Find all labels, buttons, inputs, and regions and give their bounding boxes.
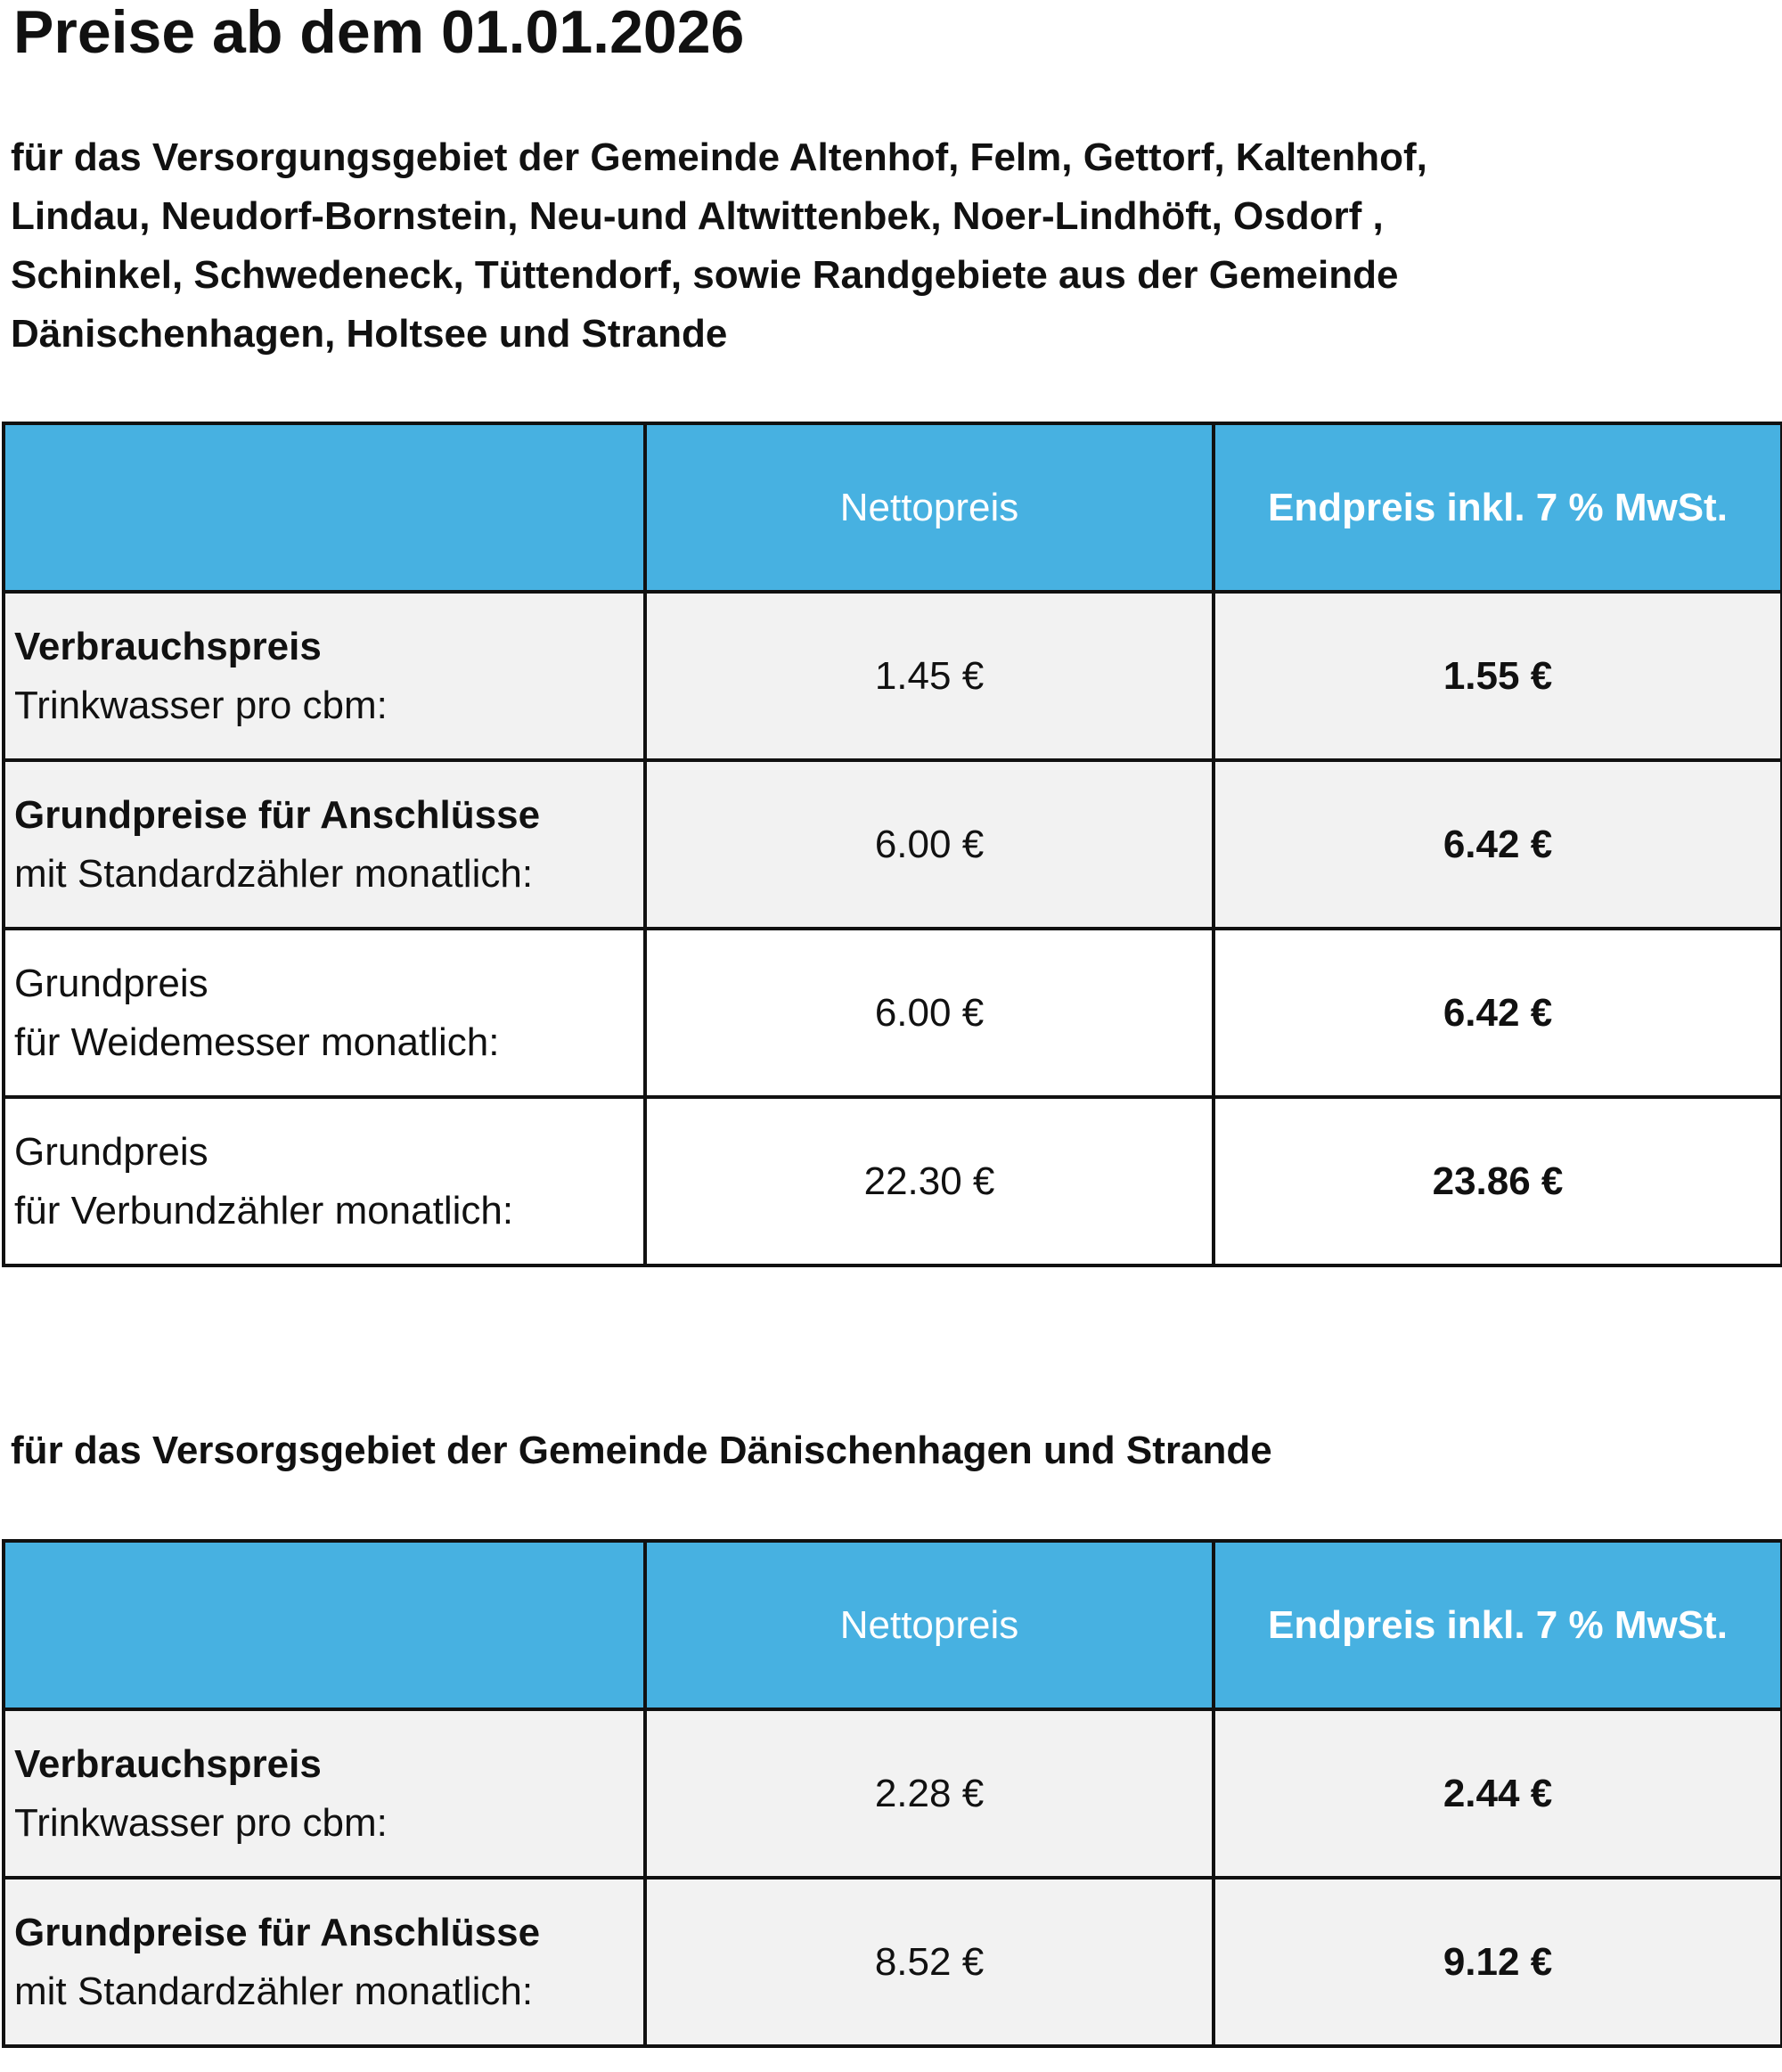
table-row <box>4 592 1782 760</box>
header-net-price: Nettopreis <box>645 1541 1214 1709</box>
table-row <box>4 1709 1782 1878</box>
header-empty-cell <box>4 423 645 592</box>
service-area-line: Dänischenhagen, Holtsee und Strande <box>11 312 728 356</box>
row-label <box>4 760 645 929</box>
header-empty-cell <box>4 1541 645 1709</box>
header-gross-price: Endpreis inkl. 7 % MwSt. <box>1214 423 1782 592</box>
price-table-header-row <box>4 1541 1782 1709</box>
net-price-cell: 8.52 € <box>645 1878 1214 2046</box>
header-net-price: Nettopreis <box>645 423 1214 592</box>
gross-price-cell: 9.12 € <box>1214 1878 1782 2046</box>
row-label-detail: für Verbundzähler monatlich: <box>14 1188 514 1233</box>
price-table-header-row <box>4 423 1782 592</box>
row-label-title: Grundpreise für Anschlüsse <box>14 792 541 837</box>
service-area-line: Schinkel, Schwedeneck, Tüttendorf, sowie Randgebiete aus der Gemeinde <box>11 253 1399 297</box>
service-area-line: für das Versorgsgebiet der Gemeinde Dänischenhagen und Strande <box>11 1429 1272 1472</box>
row-label-title: Grundpreis <box>14 1129 208 1174</box>
row-label-title: Grundpreis <box>14 961 208 1005</box>
net-price-cell: 6.00 € <box>645 760 1214 929</box>
net-price-cell: 2.28 € <box>645 1709 1214 1878</box>
row-label-detail: Trinkwasser pro cbm: <box>14 1800 388 1845</box>
net-price-cell: 22.30 € <box>645 1097 1214 1265</box>
table-row <box>4 1097 1782 1265</box>
row-label <box>4 1709 645 1878</box>
row-label-detail: mit Standardzähler monatlich: <box>14 1969 534 2013</box>
row-label <box>4 592 645 760</box>
row-label-detail: Trinkwasser pro cbm: <box>14 683 388 727</box>
table-row <box>4 1878 1782 2046</box>
row-label-title: Grundpreise für Anschlüsse <box>14 1910 541 1954</box>
service-area-description <box>11 128 1427 364</box>
service-area-line: für das Versorgungsgebiet der Gemeinde Altenhof, Felm, Gettorf, Kaltenhof, <box>11 135 1427 179</box>
gross-price-cell: 6.42 € <box>1214 760 1782 929</box>
gross-price-cell: 2.44 € <box>1214 1709 1782 1878</box>
gross-price-cell: 23.86 € <box>1214 1097 1782 1265</box>
table-row <box>4 760 1782 929</box>
row-label <box>4 1097 645 1265</box>
price-table-main-area <box>2 422 1782 1267</box>
table-row <box>4 929 1782 1097</box>
row-label-title: Verbrauchspreis <box>14 624 322 668</box>
header-gross-price: Endpreis inkl. 7 % MwSt. <box>1214 1541 1782 1709</box>
row-label <box>4 929 645 1097</box>
row-label-detail: für Weidemesser monatlich: <box>14 1020 500 1064</box>
row-label-title: Verbrauchspreis <box>14 1741 322 1786</box>
service-area-description-2 <box>11 1421 1272 1480</box>
row-label <box>4 1878 645 2046</box>
net-price-cell: 1.45 € <box>645 592 1214 760</box>
page-title: Preise ab dem 01.01.2026 <box>13 0 745 66</box>
gross-price-cell: 6.42 € <box>1214 929 1782 1097</box>
price-table-daenischenhagen-strande <box>2 1539 1782 2048</box>
net-price-cell: 6.00 € <box>645 929 1214 1097</box>
service-area-line: Lindau, Neudorf-Bornstein, Neu-und Altwittenbek, Noer-Lindhöft, Osdorf , <box>11 194 1384 238</box>
row-label-detail: mit Standardzähler monatlich: <box>14 851 534 896</box>
gross-price-cell: 1.55 € <box>1214 592 1782 760</box>
